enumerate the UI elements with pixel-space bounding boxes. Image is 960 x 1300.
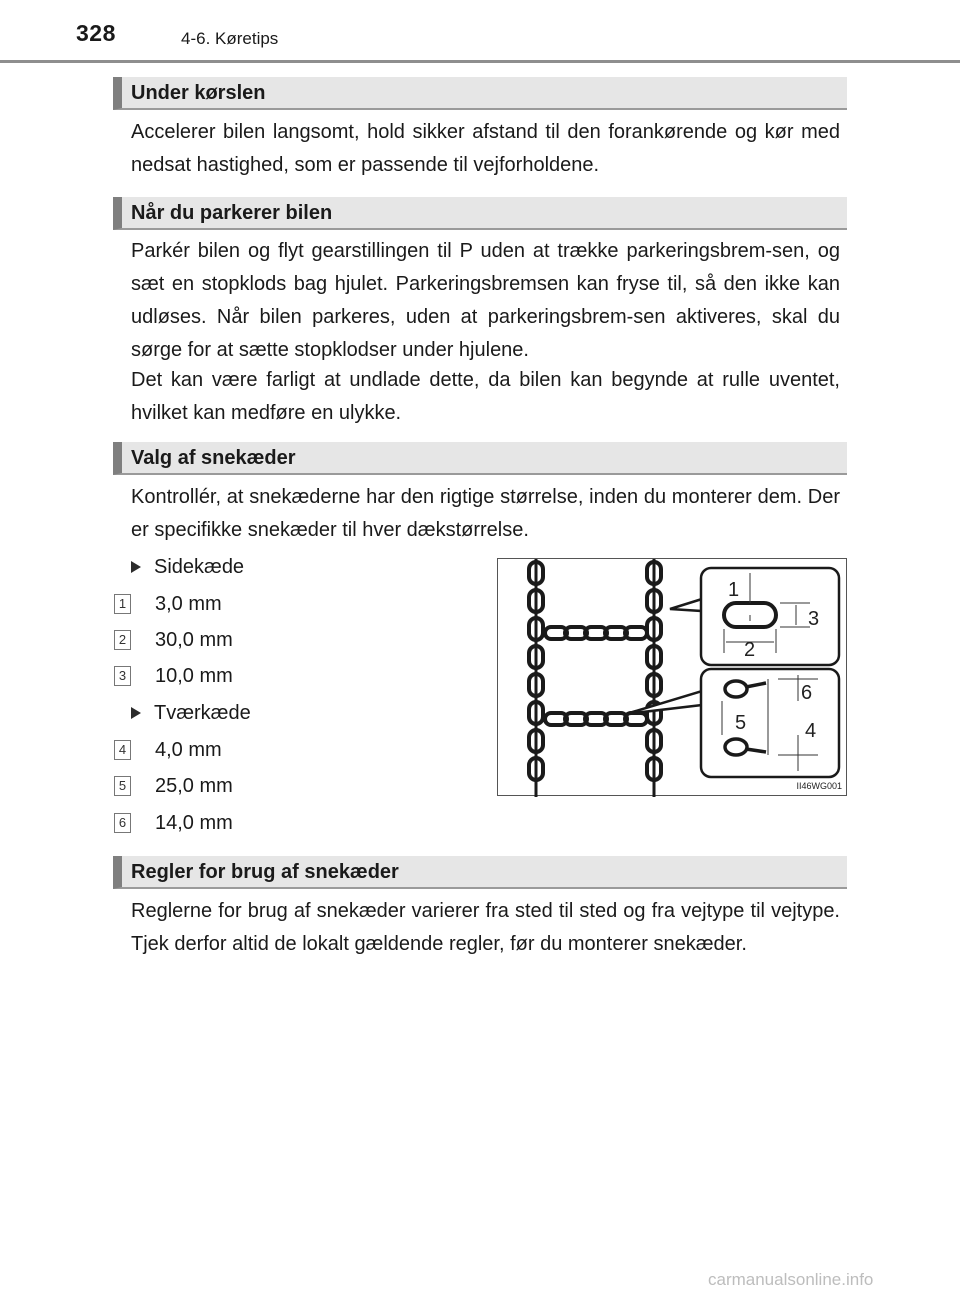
spec-number: 2 bbox=[114, 630, 131, 650]
spec-value: 4,0 mm bbox=[155, 739, 222, 761]
section-path: 4-6. Køretips bbox=[181, 29, 279, 48]
cross-chain-upper bbox=[545, 627, 647, 639]
spec-number: 5 bbox=[114, 776, 131, 796]
callout-2: 2 bbox=[744, 639, 756, 661]
triangle-bullet-icon bbox=[131, 707, 141, 719]
spec-number: 3 bbox=[114, 666, 131, 686]
triangle-bullet-icon bbox=[131, 561, 141, 573]
spec-item bbox=[114, 810, 233, 836]
snow-chain-figure bbox=[497, 558, 847, 796]
paragraph-valg-af-snekaeder: Kontrollér, at snekæderne har den rigtige størrelse, inden du monterer dem. Der er specifikke snekæder til hver dækstørrelse. bbox=[131, 486, 840, 541]
spec-value: 3,0 mm bbox=[155, 593, 222, 615]
header-divider bbox=[0, 60, 960, 63]
callout-1: 1 bbox=[728, 579, 740, 601]
section-heading-under-koerslen: Under kørslen bbox=[113, 77, 847, 110]
spec-value: 30,0 mm bbox=[155, 629, 233, 651]
spec-number: 4 bbox=[114, 740, 131, 760]
callout-5: 5 bbox=[735, 712, 747, 734]
callout-4: 4 bbox=[805, 720, 817, 742]
bullet-label: Tværkæde bbox=[154, 702, 251, 724]
bullet-label: Sidekæde bbox=[154, 556, 245, 578]
footer-site[interactable]: carmanualsonline.info bbox=[708, 1270, 874, 1289]
spec-value: 14,0 mm bbox=[155, 812, 233, 834]
spec-item bbox=[114, 773, 233, 799]
page-number: 328 bbox=[76, 20, 116, 46]
spec-item bbox=[114, 737, 222, 763]
section-heading-regler: Regler for brug af snekæder bbox=[113, 856, 847, 889]
figure-code: II46WG001 bbox=[796, 781, 842, 791]
bullet-tvaerkaede bbox=[131, 700, 251, 726]
spec-number: 1 bbox=[114, 594, 131, 614]
spec-value: 10,0 mm bbox=[155, 665, 233, 687]
spec-item bbox=[114, 591, 222, 617]
paragraph-under-koerslen: Accelerer bilen langsomt, hold sikker afstand til den forankørende og kør med nedsat hastighed, som er passende til vejforholdene. bbox=[131, 121, 840, 176]
spec-item bbox=[114, 663, 233, 689]
spec-item bbox=[114, 627, 233, 653]
side-chain-right bbox=[647, 559, 661, 797]
side-chain-left bbox=[529, 559, 543, 797]
paragraph-regler: Reglerne for brug af snekæder varierer fra sted til sted og fra vejtype til vejtype. Tjek derfor altid de lokalt gældende regler, før du monterer snekæder. bbox=[131, 900, 840, 955]
section-heading-valg-af-snekaeder: Valg af snekæder bbox=[113, 442, 847, 475]
spec-value: 25,0 mm bbox=[155, 775, 233, 797]
snow-chain-diagram bbox=[498, 559, 848, 797]
paragraph-parkering-1: Parkér bilen og flyt gearstillingen til P uden at trække parkeringsbrem-sen, og sæt en stopklods bag hjulet. Parkeringsbremsen kan fryse til, så den ikke kan udløses. Når bilen parkeres, uden at parkeringsbrem-sen aktiveres, skal du sørge for at sætte stopklodser under hjulene. bbox=[131, 240, 840, 361]
callout-3: 3 bbox=[808, 608, 820, 630]
section-heading-parkering: Når du parkerer bilen bbox=[113, 197, 847, 230]
cross-chain-lower bbox=[545, 713, 647, 725]
bullet-sidekaede bbox=[131, 554, 244, 580]
paragraph-parkering-2: Det kan være farligt at undlade dette, da bilen kan begynde at rulle uventet, hvilket kan medføre en ulykke. bbox=[131, 369, 840, 424]
callout-6: 6 bbox=[801, 682, 813, 704]
spec-number: 6 bbox=[114, 813, 131, 833]
